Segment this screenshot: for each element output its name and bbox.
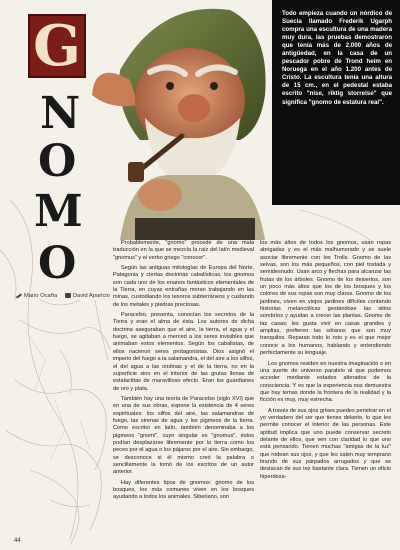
title-letter-m: M	[34, 186, 83, 237]
camera-icon	[65, 293, 71, 298]
paragraph: Según las antiguas mitologías de Europa del Norte, Patagonia y ciertas doctrinas cabalísticas, los gnomos son cada uno de los enanos fantásticos elementales de la Tierra, en cuyas entrañas moran trabajando en las minas, custodiando los tesoros subterráneos y cuidando de los metales y piedras preciosas.	[113, 265, 254, 308]
paragraph: Probablemente, "gnomo" procede de una mala traducción en la que se mezcla la raíz del latín medieval "gnomus" y el verbo griego "conocer".	[113, 240, 254, 261]
credit-photo: Mario Ocaña	[24, 293, 58, 300]
paragraph: los más altos de todos los gnomos, usan ropas abrigadas y es el más malhumorado y se suele asociar libremente con los Trolls. Gnomo de las selvas, son los más pequeños, con piel tostada y semidesnudo. Usan arco y flechas para alcanzar las frutas de los árboles. Gnomo de los desiertos, son un poco más altos que los de los bosques y los colores de sus ropas son muy claros. Gnomo de los jardines, viven en viejos jardines difíciles contando historias melancólicas gestándose las sitios sombríos y ayudan a crecer las plantas. Gnomo de las casas; les gusta vivir en casas grandes y amplias, prefieren las sótanos que son muy tranquilos. Reparan todo lo roto y es el que mejor conoce a los humanos, hablando y entendiendo perfectamente su lenguaje.	[260, 240, 391, 357]
pen-icon	[16, 293, 22, 298]
intro-text: Todo empieza cuando un nórdico de Suecia llamado Frederik Ugarph compra una escultura de una madera muy dura, las pruebas demostraron que tenía más de 2.000 años de antigüedad, en la casa de un pescador pobre de Trond heim en Noruega en el año 1.200 antes de Cristo. La escultura tenía una altura de 15 cm., en el pedestal estaba escrito "nise, riktig storrelse" que significa "gnomo de estatura real".	[282, 10, 392, 106]
title-dropcap	[28, 14, 86, 78]
paragraph: A través de sus ojos grises puedes penetrar en el yo verdadero del ser que tienes delante, lo que les permite conocer el interior de las personas. Este aptitud implica que uno puede conservar secreto delante de ellos, que ven con claridad lo que uno está pensando. Tienen muchas "amigas de la luz" que rodean sus ojos, y que les salen muy temprano tirando de sus párpados arrugados y que se destacan de sus tez bastante clara. Tienen un oficio hiperdesa-	[260, 407, 391, 480]
paragraph: Hay diferentes tipos de gnomos: gnomo de los bosques, los más comunes viven en los bosques ayudando a todos los animales. Siberiano, son	[113, 479, 254, 501]
body-column-1	[113, 240, 254, 505]
title-letter-o2: O	[38, 238, 77, 289]
page-number: 44	[14, 538, 21, 544]
paragraph: También hay una teoría de Paracelso (siglo XVI) que en una de sus obras, expone la existencia de 4 seres espirituales: los silfos del aire, las salamandras de fuego, las sirenas de agua y los pigmeos de la tierra. Como escritor en latín, también denominaba a los pigmeos "gnomi", cuyo singular es "gnomus", éstos podían desplazarse libremente por la tierra como los peces por el agua o los pájaros por el aire. Sin embargo, se desconoce si él mismo creó la palabra o sencillamente la tomó de los escritos de un autor anterior.	[113, 395, 254, 476]
gnome-figure-photo	[90, 0, 290, 240]
credit-author: David Aparicio	[72, 293, 110, 300]
title-dropcap-letter: G	[33, 13, 81, 79]
title-letter-n: N	[40, 88, 81, 139]
intro-box	[272, 0, 400, 205]
paragraph: Los gnomos residen en nuestra imaginación o en una suerte de universo paralelo al que podemos acceder mediante estados alterados de la consciencia. Y es que la experiencia nos demuestra que hay temas donde la frontera de la realidad y la ficción es muy, muy estrecha.	[260, 360, 391, 404]
title-letter-o: O	[38, 136, 77, 187]
paragraph: Paracelso, presenta, conocían los secretos de la Tierra y eran el alma de ésta. Los autores de dicha doctrina aseguraban que el aire, la tierra, el agua y el fuego, se agitaban a merced a los seres invisibles que animaban estos elementos. Según los cabalistas, de ellos nacieron seres protagonistas. Dios asignó el imperio del fuego a la salamandra, el del aire a los silfos, el del agua a las ondinas y el de la tierra, no en la superficie sino en el interior de las grutas llenas de estalactitas de maravilloso efecto. Eran los guardianes de oro y plata.	[113, 312, 254, 392]
body-column-2	[260, 240, 391, 484]
